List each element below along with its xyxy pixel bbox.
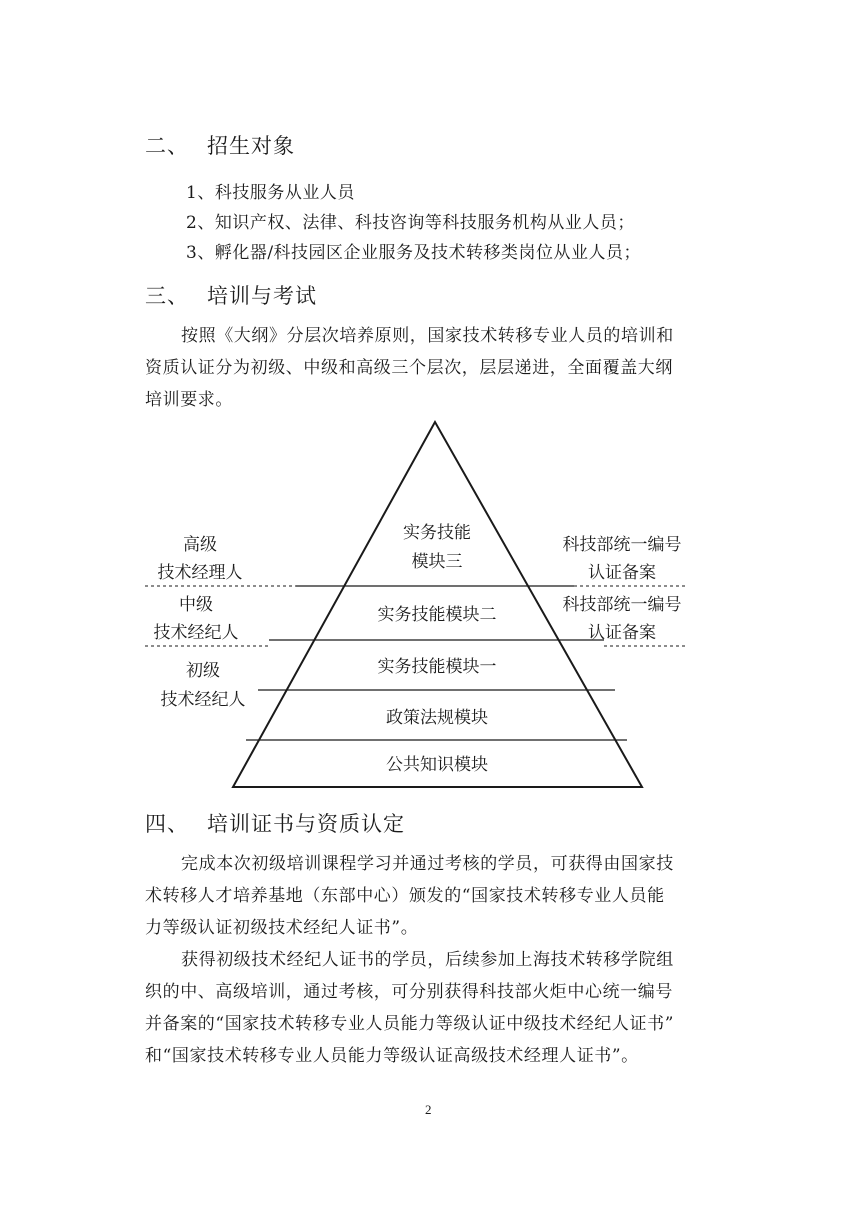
- section-2-title: 招生对象: [207, 134, 295, 158]
- paragraph-line: 并备案的“国家技术转移专业人员能力等级认证中级技术经纪人证书”: [145, 1014, 674, 1034]
- module-top-line1: 实务技能: [403, 523, 471, 543]
- section-4-heading: [145, 808, 405, 838]
- module-third: 实务技能模块一: [377, 657, 497, 677]
- right-label-senior-line1: 科技部统一编号: [562, 535, 682, 555]
- paragraph-line: 和“国家技术转移专业人员能力等级认证高级技术经理人证书”。: [145, 1046, 639, 1066]
- paragraph-line: 完成本次初级培训课程学习并通过考核的学员，可获得由国家技: [181, 854, 674, 874]
- section-4-paragraph-2: [145, 944, 705, 1072]
- list-item-1: 1、科技服务从业人员: [186, 183, 355, 203]
- paragraph-line: 力等级认证初级技术经纪人证书”。: [145, 918, 419, 938]
- section-4-title: 培训证书与资质认定: [207, 812, 405, 836]
- left-label-junior-line1: 初级: [186, 661, 220, 681]
- paragraph-line: 获得初级技术经纪人证书的学员，后续参加上海技术转移学院组: [181, 950, 674, 970]
- list-item-3: 3、孵化器/科技园区企业服务及技术转移类岗位从业人员；: [186, 243, 642, 263]
- section-3-paragraph: [145, 320, 705, 416]
- module-bottom: 公共知识模块: [386, 755, 488, 775]
- paragraph-line: 织的中、高级培训，通过考核，可分别获得科技部火炬中心统一编号: [145, 982, 673, 1002]
- right-label-senior-line2: 认证备案: [588, 563, 656, 583]
- section-3-heading: [145, 280, 317, 310]
- paragraph-line: 按照《大纲》分层次培养原则，国家技术转移专业人员的培训和: [181, 326, 674, 346]
- left-label-senior-line2: 技术经理人: [157, 563, 243, 583]
- section-2-number: 二、: [145, 134, 189, 158]
- section-4-number: 四、: [145, 812, 189, 836]
- module-top-line2: 模块三: [411, 552, 463, 572]
- paragraph-line: 术转移人才培养基地（东部中心）颁发的“国家技术转移专业人员能: [145, 886, 665, 906]
- pyramid-outline: [233, 422, 642, 787]
- section-2-heading: [145, 130, 295, 160]
- right-label-mid-line2: 认证备案: [588, 623, 656, 643]
- page-number: 2: [425, 1102, 432, 1117]
- section-3-number: 三、: [145, 284, 189, 308]
- left-label-junior-line2: 技术经纪人: [160, 690, 246, 710]
- module-second: 实务技能模块二: [377, 605, 497, 625]
- left-label-mid-line1: 中级: [179, 595, 213, 615]
- paragraph-line: 培训要求。: [145, 390, 233, 410]
- paragraph-line: 资质认证分为初级、中级和高级三个层次，层层递进，全面覆盖大纲: [145, 358, 673, 378]
- section-4-paragraph-1: [145, 848, 705, 944]
- left-label-senior-line1: 高级: [183, 535, 217, 555]
- section-3-title: 培训与考试: [207, 284, 317, 308]
- module-fourth: 政策法规模块: [386, 708, 488, 728]
- right-label-mid-line1: 科技部统一编号: [562, 595, 682, 615]
- list-item-2: 2、知识产权、法律、科技咨询等科技服务机构从业人员；: [186, 213, 635, 233]
- left-label-mid-line2: 技术经纪人: [153, 623, 239, 643]
